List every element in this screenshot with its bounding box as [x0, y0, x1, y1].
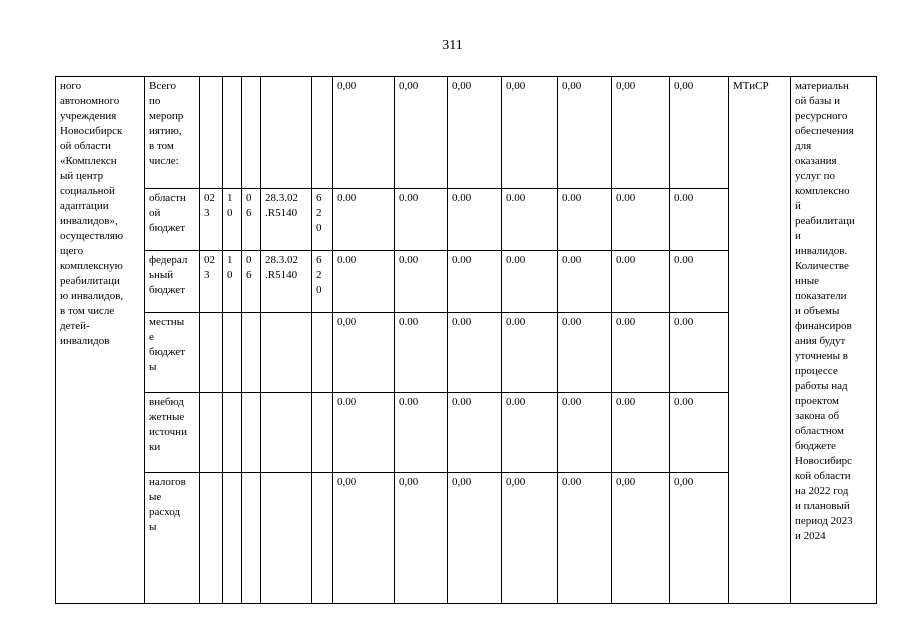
pr-code — [242, 393, 261, 473]
rz-code — [223, 393, 242, 473]
value-cell: 0.00 — [612, 313, 670, 393]
rz-code: 1 0 — [223, 189, 242, 251]
executor-cell: МТиСР — [729, 77, 791, 604]
value-cell: 0.00 — [670, 189, 729, 251]
grbs-code: 02 3 — [200, 251, 223, 313]
value-cell: 0.00 — [612, 251, 670, 313]
pr-code — [242, 77, 261, 189]
value-cell: 0.00 — [448, 393, 502, 473]
value-cell: 0.00 — [448, 189, 502, 251]
value-cell: 0.00 — [502, 313, 558, 393]
value-cell: 0.00 — [612, 393, 670, 473]
grbs-code: 02 3 — [200, 189, 223, 251]
vr-code: 6 2 0 — [312, 189, 333, 251]
value-cell: 0.00 — [558, 313, 612, 393]
value-cell: 0,00 — [670, 473, 729, 604]
funding-source: областн ой бюджет — [145, 189, 200, 251]
vr-code — [312, 393, 333, 473]
value-cell: 0,00 — [502, 473, 558, 604]
budget-table — [55, 76, 877, 604]
grbs-code — [200, 77, 223, 189]
value-cell: 0.00 — [502, 189, 558, 251]
grbs-code — [200, 473, 223, 604]
pr-code: 0 6 — [242, 189, 261, 251]
rz-code: 1 0 — [223, 251, 242, 313]
grbs-code — [200, 313, 223, 393]
value-cell: 0,00 — [558, 77, 612, 189]
result-note: материальн ой базы и ресурсного обеспечения для оказания услуг по комплексно й реабилитаци и инвалидов. Количестве нные показатели и объемы финансиров ания будут уточнены в процессе работы над проектом закона об областном бюджете Новосибирс кой области на 2022 год и плановый период 2023 и 2024 — [791, 77, 877, 604]
value-cell: 0.00 — [558, 473, 612, 604]
value-cell: 0.00 — [333, 189, 395, 251]
vr-code: 6 2 0 — [312, 251, 333, 313]
value-cell: 0.00 — [502, 251, 558, 313]
value-cell: 0.00 — [558, 393, 612, 473]
value-cell: 0.00 — [670, 393, 729, 473]
value-cell: 0.00 — [448, 251, 502, 313]
csr-code — [261, 473, 312, 604]
csr-code — [261, 313, 312, 393]
funding-source: налогов ые расход ы — [145, 473, 200, 604]
page-number: 311 — [442, 38, 463, 53]
value-cell: 0.00 — [395, 393, 448, 473]
value-cell: 0,00 — [333, 77, 395, 189]
value-cell: 0,00 — [670, 77, 729, 189]
csr-code: 28.3.02 .R5140 — [261, 189, 312, 251]
csr-code — [261, 77, 312, 189]
value-cell: 0,00 — [333, 313, 395, 393]
pr-code: 0 6 — [242, 251, 261, 313]
rz-code — [223, 473, 242, 604]
value-cell: 0,00 — [448, 77, 502, 189]
value-cell: 0,00 — [395, 473, 448, 604]
value-cell: 0,00 — [612, 77, 670, 189]
pr-code — [242, 313, 261, 393]
value-cell: 0.00 — [558, 189, 612, 251]
value-cell: 0,00 — [333, 473, 395, 604]
value-cell: 0.00 — [395, 189, 448, 251]
table-row — [56, 77, 877, 189]
funding-source: федерал ьный бюджет — [145, 251, 200, 313]
csr-code — [261, 393, 312, 473]
value-cell: 0.00 — [333, 393, 395, 473]
value-cell: 0.00 — [395, 251, 448, 313]
rz-code — [223, 313, 242, 393]
csr-code: 28.3.02 .R5140 — [261, 251, 312, 313]
value-cell: 0.00 — [333, 251, 395, 313]
value-cell: 0.00 — [502, 393, 558, 473]
value-cell: 0,00 — [448, 473, 502, 604]
value-cell: 0.00 — [448, 313, 502, 393]
activity-description: ного автономного учреждения Новосибирск ой области «Комплексн ый центр социальной адаптации инвалидов», осуществляю щего комплексную реабилитаци ю инвалидов, в том числе детей- инвалидов — [56, 77, 145, 604]
value-cell: 0.00 — [670, 251, 729, 313]
value-cell: 0,00 — [612, 473, 670, 604]
funding-source: местны е бюджет ы — [145, 313, 200, 393]
pr-code — [242, 473, 261, 604]
value-cell: 0.00 — [395, 313, 448, 393]
vr-code — [312, 77, 333, 189]
vr-code — [312, 473, 333, 604]
value-cell: 0.00 — [670, 313, 729, 393]
value-cell: 0,00 — [395, 77, 448, 189]
funding-source: Всего по меропр иятию, в том числе: — [145, 77, 200, 189]
funding-source: внебюд жетные источни ки — [145, 393, 200, 473]
value-cell: 0,00 — [502, 77, 558, 189]
value-cell: 0.00 — [612, 189, 670, 251]
vr-code — [312, 313, 333, 393]
rz-code — [223, 77, 242, 189]
grbs-code — [200, 393, 223, 473]
value-cell: 0.00 — [558, 251, 612, 313]
